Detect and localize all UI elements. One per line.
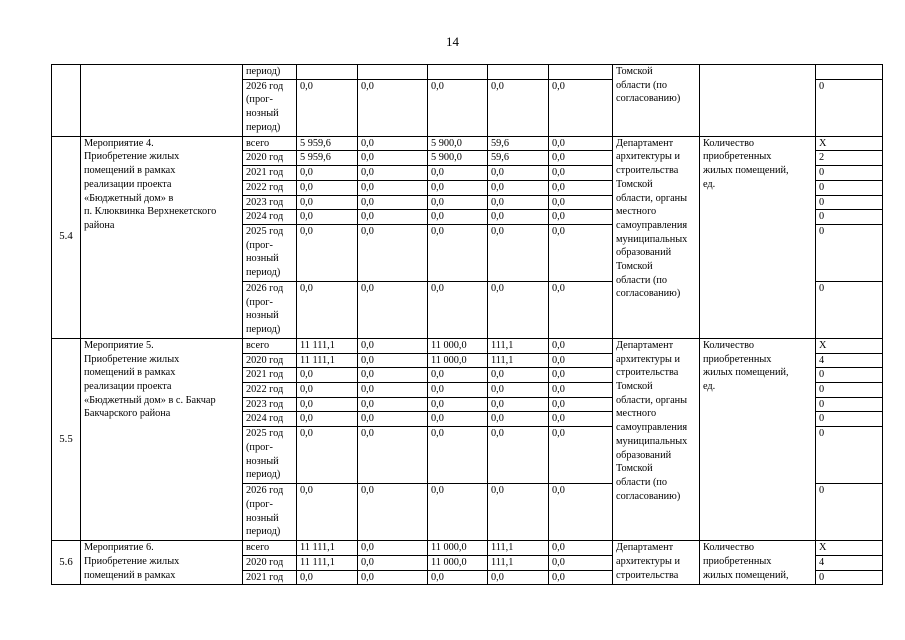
amount-cell-4: 0,0 [488, 368, 549, 383]
year-cell: 2022 год [243, 180, 297, 195]
amount-cell-2: 0,0 [358, 368, 428, 383]
amount-cell-1: 0,0 [297, 427, 358, 484]
year-cell: 2025 год (прог- нозный период) [243, 427, 297, 484]
amount-cell-4: 0,0 [488, 412, 549, 427]
amount-cell-1: 11 111,1 [297, 555, 358, 570]
amount-cell-5: 0,0 [549, 412, 613, 427]
amount-cell-5: 0,0 [549, 368, 613, 383]
amount-cell-4: 0,0 [488, 570, 549, 585]
amount-cell-5: 0,0 [549, 570, 613, 585]
amount-cell-4: 59,6 [488, 151, 549, 166]
amount-cell-1: 0,0 [297, 484, 358, 541]
amount-cell-4: 111,1 [488, 555, 549, 570]
amount-cell-3: 0,0 [428, 412, 488, 427]
indicator-value-cell: 4 [816, 555, 883, 570]
year-cell: 2023 год [243, 397, 297, 412]
amount-cell-5: 0,0 [549, 180, 613, 195]
indicator-value-cell: 0 [816, 195, 883, 210]
amount-cell-1: 5 959,6 [297, 151, 358, 166]
amount-cell-1: 11 111,1 [297, 338, 358, 353]
year-cell: 2026 год (прог- нозный период) [243, 79, 297, 136]
amount-cell-1: 11 111,1 [297, 541, 358, 556]
table-row [52, 136, 883, 151]
amount-cell-5: 0,0 [549, 79, 613, 136]
amount-cell-4: 0,0 [488, 79, 549, 136]
amount-cell-2: 0,0 [358, 195, 428, 210]
amount-cell-3: 5 900,0 [428, 136, 488, 151]
amount-cell-2: 0,0 [358, 427, 428, 484]
amount-cell-2: 0,0 [358, 281, 428, 338]
amount-cell-3: 0,0 [428, 166, 488, 181]
indicator-value-cell: 4 [816, 353, 883, 368]
amount-cell-3: 0,0 [428, 383, 488, 398]
executor-cell: Департамент архитектуры и строительства Томской области, органы местного самоуправления муниципальных образований Томской области (по согласованию) [613, 136, 700, 338]
amount-cell-2: 0,0 [358, 151, 428, 166]
amount-cell-1 [297, 65, 358, 80]
amount-cell-3: 11 000,0 [428, 541, 488, 556]
measure-number-cell: 5.4 [52, 136, 81, 338]
executor-cell: Департамент архитектуры и строительства Томской области, органы местного самоуправления муниципальных образований Томской области (по согласованию) [613, 338, 700, 540]
amount-cell-2: 0,0 [358, 570, 428, 585]
amount-cell-5: 0,0 [549, 383, 613, 398]
amount-cell-2: 0,0 [358, 79, 428, 136]
indicator-value-cell [816, 65, 883, 80]
amount-cell-4: 0,0 [488, 427, 549, 484]
amount-cell-5: 0,0 [549, 281, 613, 338]
amount-cell-5: 0,0 [549, 555, 613, 570]
indicator-value-cell: 0 [816, 412, 883, 427]
amount-cell-4: 0,0 [488, 180, 549, 195]
year-cell: 2021 год [243, 166, 297, 181]
amount-cell-5: 0,0 [549, 397, 613, 412]
amount-cell-3: 0,0 [428, 427, 488, 484]
amount-cell-3: 11 000,0 [428, 353, 488, 368]
amount-cell-4: 0,0 [488, 397, 549, 412]
amount-cell-1: 0,0 [297, 210, 358, 225]
amount-cell-3: 11 000,0 [428, 338, 488, 353]
table-row [52, 541, 883, 556]
indicator-value-cell: 0 [816, 368, 883, 383]
amount-cell-4: 0,0 [488, 224, 549, 281]
amount-cell-1: 0,0 [297, 368, 358, 383]
measure-name-cell: Мероприятие 4. Приобретение жилых помещений в рамках реализации проекта «Бюджетный дом» в п. Клюквинка Верхнекетского района [81, 136, 243, 338]
program-table [51, 64, 883, 585]
amount-cell-4: 0,0 [488, 210, 549, 225]
indicator-value-cell: 0 [816, 484, 883, 541]
table-row [52, 338, 883, 353]
amount-cell-2: 0,0 [358, 555, 428, 570]
amount-cell-2 [358, 65, 428, 80]
amount-cell-3: 0,0 [428, 397, 488, 412]
amount-cell-3: 0,0 [428, 210, 488, 225]
amount-cell-5: 0,0 [549, 195, 613, 210]
amount-cell-3: 0,0 [428, 180, 488, 195]
year-cell: 2024 год [243, 210, 297, 225]
page-number: 14 [446, 34, 459, 49]
year-cell: 2020 год [243, 151, 297, 166]
amount-cell-2: 0,0 [358, 224, 428, 281]
amount-cell-2: 0,0 [358, 383, 428, 398]
amount-cell-5 [549, 65, 613, 80]
year-cell: 2025 год (прог- нозный период) [243, 224, 297, 281]
indicator-value-cell: 0 [816, 383, 883, 398]
amount-cell-2: 0,0 [358, 166, 428, 181]
amount-cell-5: 0,0 [549, 224, 613, 281]
amount-cell-1: 0,0 [297, 397, 358, 412]
year-cell: всего [243, 338, 297, 353]
amount-cell-3: 0,0 [428, 570, 488, 585]
amount-cell-3: 0,0 [428, 368, 488, 383]
amount-cell-3: 0,0 [428, 195, 488, 210]
amount-cell-4: 0,0 [488, 166, 549, 181]
amount-cell-4: 111,1 [488, 541, 549, 556]
amount-cell-5: 0,0 [549, 427, 613, 484]
amount-cell-5: 0,0 [549, 151, 613, 166]
amount-cell-1: 0,0 [297, 195, 358, 210]
amount-cell-4: 111,1 [488, 353, 549, 368]
amount-cell-1: 11 111,1 [297, 353, 358, 368]
amount-cell-2: 0,0 [358, 541, 428, 556]
indicator-value-cell: 0 [816, 180, 883, 195]
indicator-value-cell: 0 [816, 224, 883, 281]
indicator-cell: Количество приобретенных жилых помещений, ед. [700, 136, 816, 338]
indicator-value-cell: 2 [816, 151, 883, 166]
indicator-value-cell: 0 [816, 397, 883, 412]
amount-cell-5: 0,0 [549, 166, 613, 181]
amount-cell-1: 0,0 [297, 180, 358, 195]
amount-cell-3: 0,0 [428, 281, 488, 338]
executor-cell: Департамент архитектуры и строительства [613, 541, 700, 585]
year-cell: 2024 год [243, 412, 297, 427]
amount-cell-4: 0,0 [488, 383, 549, 398]
measure-name-cell: Мероприятие 5. Приобретение жилых помещений в рамках реализации проекта «Бюджетный дом» в с. Бакчар Бакчарского района [81, 338, 243, 540]
amount-cell-2: 0,0 [358, 484, 428, 541]
indicator-value-cell: 0 [816, 210, 883, 225]
amount-cell-5: 0,0 [549, 210, 613, 225]
year-cell: 2023 год [243, 195, 297, 210]
amount-cell-3: 5 900,0 [428, 151, 488, 166]
indicator-value-cell: X [816, 136, 883, 151]
executor-cell: Томской области (по согласованию) [613, 65, 700, 137]
amount-cell-2: 0,0 [358, 180, 428, 195]
amount-cell-3 [428, 65, 488, 80]
measure-number-cell: 5.6 [52, 541, 81, 585]
amount-cell-4: 111,1 [488, 338, 549, 353]
indicator-cell: Количество приобретенных жилых помещений, ед. [700, 338, 816, 540]
indicator-value-cell: X [816, 338, 883, 353]
year-cell: 2022 год [243, 383, 297, 398]
measure-name-cell [81, 65, 243, 137]
indicator-value-cell: 0 [816, 166, 883, 181]
amount-cell-2: 0,0 [358, 353, 428, 368]
amount-cell-1: 0,0 [297, 79, 358, 136]
year-cell: 2026 год (прог- нозный период) [243, 281, 297, 338]
indicator-value-cell: 0 [816, 570, 883, 585]
year-cell: 2021 год [243, 368, 297, 383]
amount-cell-1: 0,0 [297, 281, 358, 338]
amount-cell-5: 0,0 [549, 136, 613, 151]
amount-cell-3: 0,0 [428, 224, 488, 281]
year-cell: период) [243, 65, 297, 80]
amount-cell-2: 0,0 [358, 136, 428, 151]
amount-cell-2: 0,0 [358, 412, 428, 427]
indicator-cell [700, 65, 816, 137]
amount-cell-4 [488, 65, 549, 80]
year-cell: 2020 год [243, 555, 297, 570]
measure-number-cell [52, 65, 81, 137]
indicator-value-cell: 0 [816, 427, 883, 484]
measure-number-cell: 5.5 [52, 338, 81, 540]
year-cell: всего [243, 136, 297, 151]
amount-cell-3: 11 000,0 [428, 555, 488, 570]
amount-cell-3: 0,0 [428, 484, 488, 541]
amount-cell-2: 0,0 [358, 338, 428, 353]
amount-cell-3: 0,0 [428, 79, 488, 136]
indicator-value-cell: 0 [816, 79, 883, 136]
indicator-value-cell: X [816, 541, 883, 556]
indicator-value-cell: 0 [816, 281, 883, 338]
table-row [52, 65, 883, 80]
amount-cell-1: 0,0 [297, 383, 358, 398]
amount-cell-5: 0,0 [549, 541, 613, 556]
amount-cell-4: 0,0 [488, 195, 549, 210]
amount-cell-2: 0,0 [358, 210, 428, 225]
amount-cell-1: 0,0 [297, 570, 358, 585]
amount-cell-1: 0,0 [297, 412, 358, 427]
amount-cell-2: 0,0 [358, 397, 428, 412]
amount-cell-1: 0,0 [297, 224, 358, 281]
amount-cell-5: 0,0 [549, 353, 613, 368]
indicator-cell: Количество приобретенных жилых помещений, [700, 541, 816, 585]
amount-cell-5: 0,0 [549, 484, 613, 541]
amount-cell-4: 0,0 [488, 281, 549, 338]
amount-cell-4: 59,6 [488, 136, 549, 151]
year-cell: всего [243, 541, 297, 556]
amount-cell-4: 0,0 [488, 484, 549, 541]
amount-cell-5: 0,0 [549, 338, 613, 353]
amount-cell-1: 0,0 [297, 166, 358, 181]
year-cell: 2026 год (прог- нозный период) [243, 484, 297, 541]
year-cell: 2020 год [243, 353, 297, 368]
measure-name-cell: Мероприятие 6. Приобретение жилых помещений в рамках [81, 541, 243, 585]
year-cell: 2021 год [243, 570, 297, 585]
amount-cell-1: 5 959,6 [297, 136, 358, 151]
